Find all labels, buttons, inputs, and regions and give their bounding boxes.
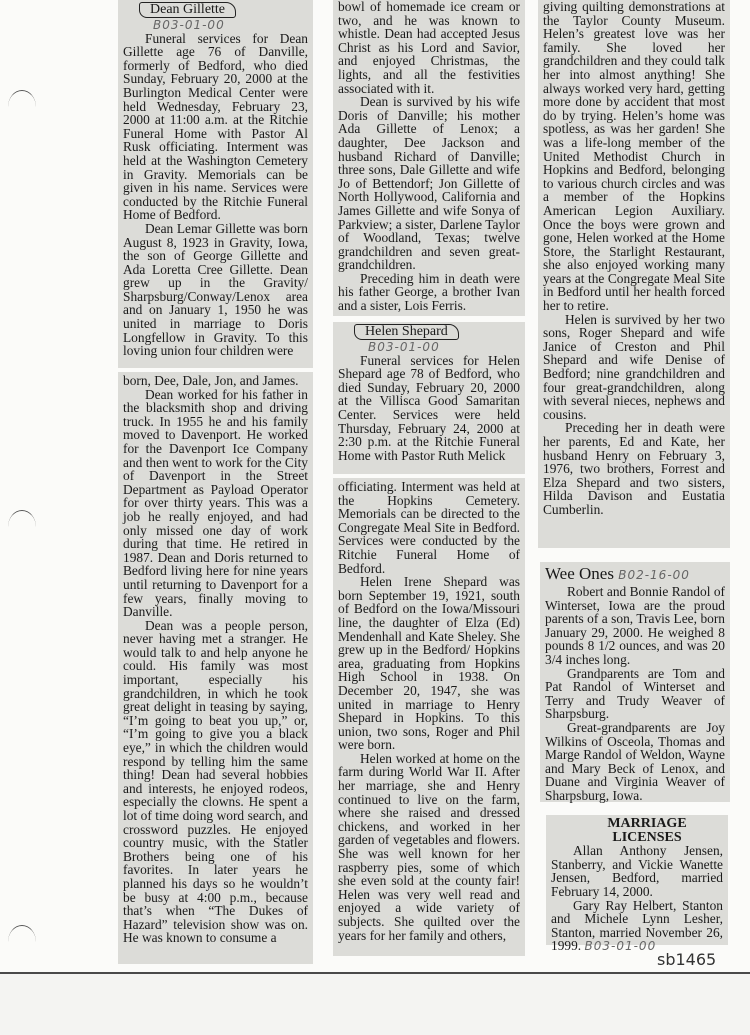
paragraph: Allan Anthony Jensen, Stanberry, and Vickie Wanette Jensen, Bedford, married February 14, 2000. xyxy=(551,843,723,899)
paragraph: Preceding her in death were her parents, Ed and Kate, her husband Henry on February 3, 1976, two brothers, Forrest and Elza Shepard and two sisters, Hilda Davison and Eustatia Cumberlin. xyxy=(543,420,725,517)
helen-shepard-clipping-part1 xyxy=(333,322,525,474)
paragraph: Helen worked at home on the farm during World War II. After her marriage, she and Henry continued to live on the farm, where she raised and dressed chickens, and worked in her garden of vegetables and flowers. She was well known for her raspberry pies, some of which she even sold at the county fair! Helen was very well read and enjoyed a wide variety of subjects. She quilted over the years for her family and others, xyxy=(338,750,520,943)
paragraph: Dean is survived by his wife Doris of Danville; his mother Ada Gillette of Lenox; a daughter, Dee Jackson and husband Richard of Danville; three sons, Dale Gillette and wife Jo of Bettendorf; Jon Gillette of North Hollywood, California and James Gillette and wife Sonya of Parkview; a sister, Darlene Taylor of Woodland, Texas; twelve grandchildren and seven great-grandchildren. xyxy=(338,94,520,273)
helen-shepard-headline: Helen Shepard xyxy=(354,324,459,340)
wee-ones-clipping xyxy=(540,562,730,802)
paragraph xyxy=(551,899,723,954)
dean-gillette-clipping-part2 xyxy=(118,372,313,964)
punch-hole xyxy=(8,90,36,107)
paragraph: Great-grandparents are Joy Wilkins of Osceola, Thomas and Marge Randol of Weldon, Wayne and Mary Beck of Lenox, and Duane and Virginia Weaver of Sharpsburg, Iowa. xyxy=(545,719,725,803)
paragraph: bowl of homemade ice cream or two, and he was known to whistle. Dean had accepted Jesus Christ as his Lord and Savior, and enjoyed Christmas, the lights, and all the festivities associated with it. xyxy=(338,0,520,96)
helen-shepard-clipping-part3 xyxy=(538,0,730,548)
helen-shepard-date-note: B03-01-00 xyxy=(368,339,440,354)
marriage-licenses-clipping xyxy=(546,815,728,954)
paragraph: born, Dee, Dale, Jon, and James. xyxy=(123,373,299,388)
paragraph: Robert and Bonnie Randol of Winterset, Iowa are the proud parents of a son, Travis Lee, born January 29, 2000. He weighed 8 pounds 8 1/2 ounces, and was 20 3/4 inches long. xyxy=(545,584,725,667)
paragraph: Dean worked for his father in the blacksmith shop and driving truck. In 1955 he and his family moved to Davenport. He worked for the Davenport Ice Company and then went to work for the City of Davenport in the Street Department as Payload Operator for over thirty years. This was a job he really enjoyed, and had only missed one day of work during that time. He retired in 1987. Dean and Doris returned to Bedford living here for nine years until returning to Davenport for a few years, finally moving to Danville. xyxy=(123,386,308,620)
wee-ones-date-note: B02-16-00 xyxy=(618,568,690,582)
wee-ones-header xyxy=(545,564,725,585)
paragraph: Helen is survived by her two sons, Roger Shepard and wife Janice of Creston and Phil Shepard and wife Denise of Bedford; nine grandchildren and four great-grandchildren, along with several nieces, nephews and cousins. xyxy=(543,311,725,422)
paragraph: giving quilting demonstrations at the Taylor County Museum. Helen’s greatest love was her family. She loved her grandchildren and they could talk her into almost anything! She always worked very hard, getting more done by accident that most do by trying. Helen’s home was spotless, as was her garden! She was a life-long member of the United Methodist Church in Hopkins and Bedford, belonging to various church circles and was a member of the Hopkins American Legion Auxiliary. Once the boys were grown and gone, Helen worked at the Home Store, the Starlight Restaurant, she also enjoyed working many years at the Congregate Meal Site in Bedford until her health forced her to retire. xyxy=(543,0,725,314)
punch-hole xyxy=(8,510,36,527)
paragraph: Preceding him in death were his father George, a brother Ivan and a sister, Lois Ferris. xyxy=(338,270,520,314)
paragraph: Funeral services for Helen Shepard age 78 of Bedford, who died Sunday, February 20, 2000 at the Villisca Good Samaritan Center. Services were held Thursday, February 24, 2000 at 2:30 p.m. at the Ritchie Funeral Home with Pastor Ruth Melick xyxy=(338,352,520,463)
page-id-handwritten: sb1465 xyxy=(657,950,717,969)
wee-ones-headline: Wee Ones xyxy=(545,564,614,583)
dean-gillette-headline: Dean Gillette xyxy=(139,2,236,18)
dean-gillette-date-note: B03-01-00 xyxy=(153,17,225,32)
helen-shepard-clipping-part2 xyxy=(333,478,525,956)
paragraph: Grandparents are Tom and Pat Randol of Winterset and Terry and Trudy Weaver of Sharpsburg. xyxy=(545,665,725,722)
dean-gillette-clipping-part3 xyxy=(333,0,525,316)
dean-gillette-clipping-part1 xyxy=(118,0,313,368)
paragraph: officiating. Interment was held at the Hopkins Cemetery. Memorials can be directed to the Congregate Meal Site in Bedford. Services were conducted by the Ritchie Funeral Home of Bedford. xyxy=(338,479,520,576)
marriage-licenses-date-note: B03-01-00 xyxy=(584,939,657,954)
punch-hole xyxy=(8,925,36,942)
paragraph: Dean Lemar Gillette was born August 8, 1923 in Gravity, Iowa, the son of George Gillette and Ada Loretta Cree Gillette. Dean grew up in the Gravity/ Sharpsburg/Conway/Lenox area and on January 1, 1950 he was united in marriage to Doris Longfellow in Gravity. To this loving union four children were xyxy=(123,220,308,359)
marriage-licenses-headline: MARRIAGE LICENSES xyxy=(607,816,687,845)
paragraph: Helen Irene Shepard was born September 19, 1921, south of Bedford on the Iowa/Missouri line, the daughter of Elza (Ed) Mendenhall and Kate Sheley. She grew up in the Bedford/ Hopkins area, graduating from Hopkins High School in 1938. On December 20, 1947, she was united in marriage to Henry Shepard in Hopkins. To this union, two sons, Roger and Phil were born. xyxy=(338,574,520,753)
paragraph-text: Gary Ray Helbert, Stanton and Michele Lynn Lesher, Stanton, married November 26, 1999. xyxy=(551,897,723,954)
paragraph: Funeral services for Dean Gillette age 76 of Danville, formerly of Bedford, who died Sunday, February 20, 2000 at the Burlington Medical Center were held Wednesday, February 23, 2000 at 11:00 a.m. at the Ritchie Funeral Home with Pastor Al Rusk officiating. Interment was held at the Washington Cemetery in Gravity. Memorials can be given in his name. Services were conducted by the Ritchie Funeral Home of Bedford. xyxy=(123,30,308,223)
paragraph: Dean was a people person, never having met a stranger. He would talk to and help anyone he could. His family was most important, especially his grandchildren, in which he took great delight in teasing by saying, “I’m going to beat you up,” or, “I’m going to give you a black eye,” in which the children would respond by telling him the same thing! Dean had several hobbies and interests, he enjoyed rodeos, especially the clowns. He spent a lot of time doing word search, and crossword puzzles. He enjoyed country music, with the Statler Brothers being one of his favorites. In later years he planned his days so he wouldn’t be busy at 4:00 p.m., because that’s when “The Dukes of Hazard” television show was on. He was known to consume a xyxy=(123,617,308,946)
scanner-bottom-margin xyxy=(0,972,750,1035)
